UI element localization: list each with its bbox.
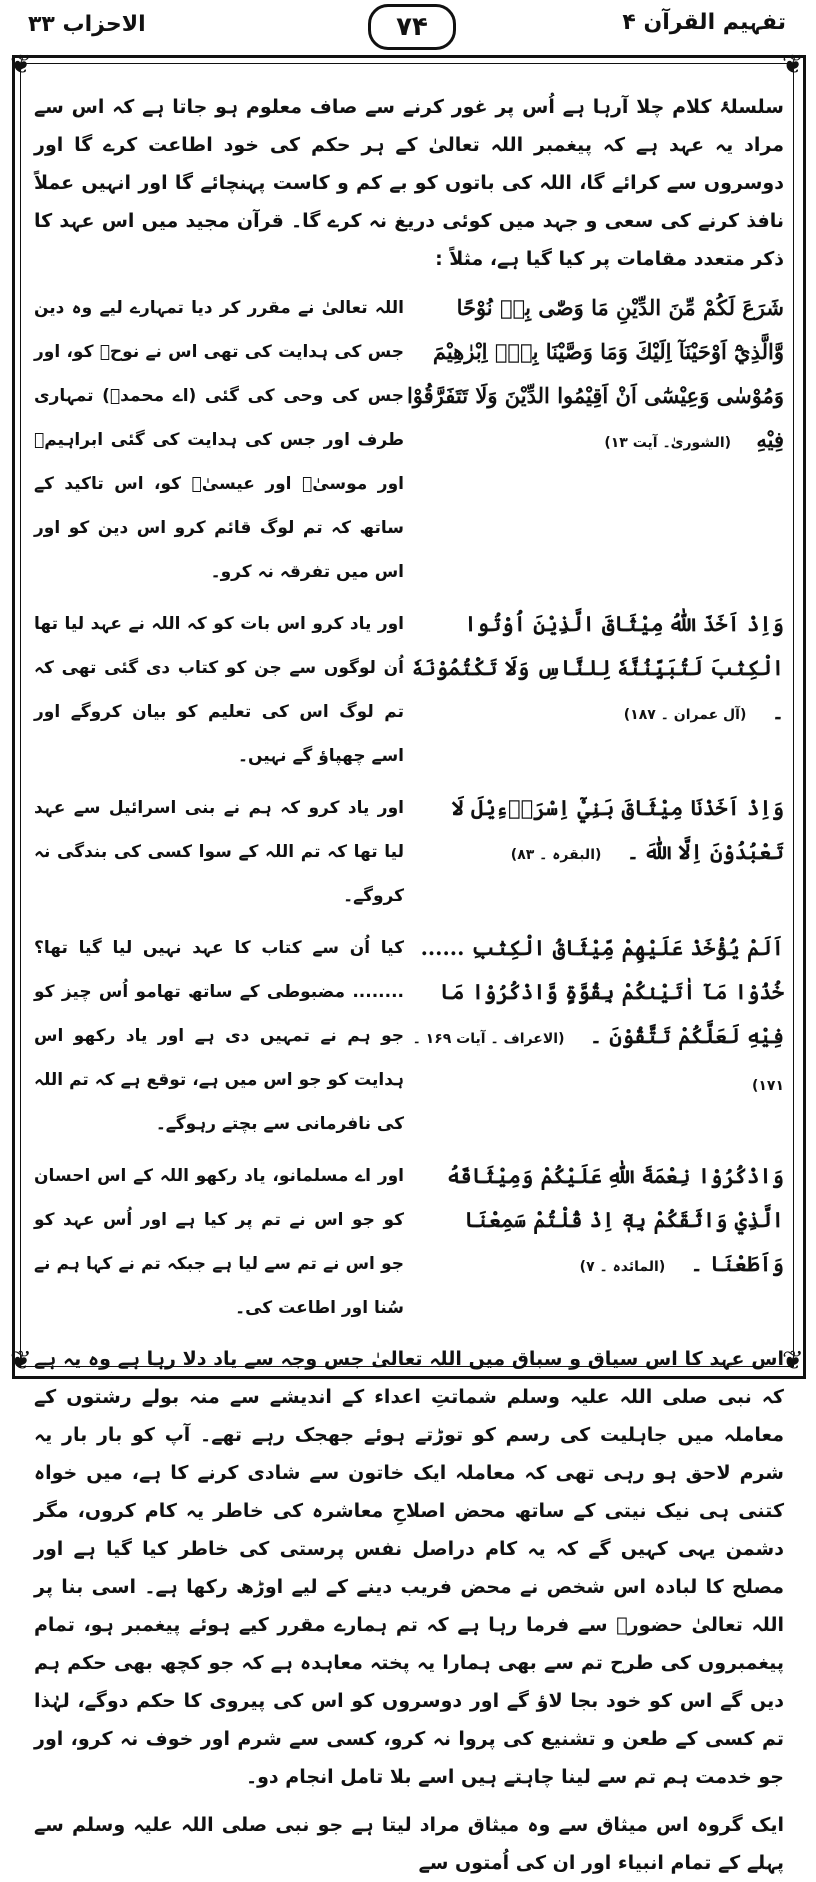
verse-row [34,286,784,594]
verse-reference: (المائدہ ۔ ۷) [579,1259,666,1275]
verse-row [34,786,784,918]
verse-row [34,1154,784,1330]
arabic-verse: شَرَعَ لَكُمْ مِّنَ الدِّيْنِ مَا وَصّٰى بِهٖ نُوْحًا وَّالَّذِيْٓ اَوْحَيْنَآ اِلَيْكَ وَمَا وَصَّيْنَا بِهٖٓ اِبْرٰهِيْمَ وَمُوْسٰى وَعِيْسٰٓى اَنْ اَقِيْمُوا الدِّيْنَ وَلَا تَتَفَرَّقُوْا فِيْهِ (الشوریٰ۔ آیت ۱۳) [406,295,784,452]
intro-paragraph: سلسلۂ کلام چلا آرہا ہے اُس پر غور کرنے سے صاف معلوم ہو جاتا ہے کہ اس سے مراد یہ عہد ہے کہ پیغمبر اللہ تعالیٰ کے ہر حکم کی خود اطاعت کرے گا اور دوسروں سے کرائے گا، اللہ کی باتوں کو بے کم و کاست پہنچائے گا اور انہیں عملاً نافذ کرنے کی سعی و جہد میں کوئی دریغ نہ کرے گا۔ قرآن مجید میں اس عہد کا ذکر متعدد مقامات پر کیا گیا ہے، مثلاً : [34,96,784,270]
corner-ornament-icon: ❦ [10,1346,32,1376]
urdu-translation: اور یاد کرو اس بات کو کہ اللہ نے عہد لیا تھا اُن لوگوں سے جن کو کتاب دی گئی تھی کہ تم لوگ اس کی تعلیم کو بیان کروگے اور اسے چھپاؤ گے نہیں۔ [34,614,404,766]
closing-paragraph: ایک گروہ اس میثاق سے وہ میثاق مراد لیتا ہے جو نبی صلی اللہ علیہ وسلم سے پہلے کے تمام انبیاء اور ان کی اُمتوں سے [34,1814,784,1874]
verse-reference: (آل عمران ۔ ۱۸۷) [623,707,747,723]
corner-ornament-icon: ❦ [782,50,804,80]
urdu-translation: کیا اُن سے کتاب کا عہد نہیں لیا گیا تھا؟ ........ مضبوطی کے ساتھ تھامو اُس چیز کو جو ہم نے تمہیں دی ہے اور یاد رکھو اس ہدایت کو جو اس میں ہے، توقع ہے کہ تم اللہ کی نافرمانی سے بچتے رہوگے۔ [34,938,404,1134]
corner-ornament-icon: ❦ [782,1346,804,1376]
verse-row [34,602,784,778]
surah-title: الاحزاب ۳۳ [28,12,146,37]
verse-reference: (الاعراف ۔ آیات ۱۶۹ ۔ ۱۷۱) [412,1031,784,1094]
page-number: ۷۴ [368,4,456,50]
arabic-verse: وَاِذْ اَخَذْنَا مِيْثَاقَ بَنِيْٓ اِسْرَاۗءِيْلَ لَا تَعْبُدُوْنَ اِلَّا اللّٰهَ ۔ (البقرہ ۔ ۸۳) [451,795,784,864]
urdu-translation: اللہ تعالیٰ نے مقرر کر دیا تمہارے لیے وہ دین جس کی ہدایت کی تھی اس نے نوحؑ کو، اور جس کی وحی کی گئی (اے محمدؐ) تمہاری طرف اور جس کی ہدایت کی گئی ابراہیمؑ اور موسیٰؑ اور عیسیٰؑ کو، اس تاکید کے ساتھ کہ تم لوگ قائم کرو اس دین کو اور اس میں تفرقہ نہ کرو۔ [34,298,404,582]
arabic-verse: اَلَمْ يُؤْخَذْ عَلَيْهِمْ مِّيْثَاقُ الْكِتٰبِ ...... خُذُوْا مَآ اٰتَيْنٰكُمْ بِقُوَّةٍ وَّاذْكُرُوْا مَا فِيْهِ لَعَلَّكُمْ تَتَّقُوْنَ ۔ (الاعراف ۔ آیات ۱۶۹ ۔ ۱۷۱) [412,935,784,1094]
body-paragraph: اس عہد کا اس سیاق و سباق میں اللہ تعالیٰ جس وجہ سے یاد دلا رہا ہے وہ یہ ہے کہ نبی صلی اللہ علیہ وسلم شماتتِ اعداء کے اندیشے سے منہ بولے رشتوں کے معاملہ میں جاہلیت کی رسم کو توڑتے ہوئے جھجک رہے تھے۔ آپ کو بار بار یہ شرم لاحق ہو رہی تھی کہ معاملہ ایک خاتون سے شادی کرنے کا ہے، میں خواہ کتنی ہی نیک نیتی کے ساتھ محض اصلاحِ معاشرہ کی خاطر یہ کام کروں، مگر دشمن یہی کہیں گے کہ یہ کام دراصل نفس پرستی کی خاطر کیا گیا ہے اور مصلح کا لبادہ اس شخص نے محض فریب دینے کے لیے اوڑھ رکھا ہے۔ اسی بنا پر اللہ تعالیٰ حضورؐ سے فرما رہا ہے کہ تم ہمارے مقرر کیے ہوئے پیغمبر ہو، تمام پیغمبروں کی طرح تم سے بھی ہمارا یہ پختہ معاہدہ ہے کہ جو کچھ بھی حکم ہم دیں گے اس کو خود بجا لاؤ گے اور دوسروں کو اس کی پیروی کا حکم دوگے، لہٰذا تم کسی کے طعن و تشنیع کی پروا نہ کرو، کسی سے شرم اور خوف نہ کرو، اور جو خدمت ہم تم سے لینا چاہتے ہیں اسے بلا تامل انجام دو۔ [34,1348,784,1788]
book-title: تفہیم القرآن ۴ [622,10,786,35]
page-content [34,88,784,1882]
page-header [0,0,816,52]
verse-row [34,926,784,1146]
verse-reference: (الشوریٰ۔ آیت ۱۳) [604,435,732,451]
arabic-verse: وَاذْكُرُوْا نِعْمَةَ اللّٰهِ عَلَيْكُمْ وَمِيْثَاقَهُ الَّذِيْ وَاثَقَكُمْ بِهٖٓ اِذْ قُلْتُمْ سَمِعْنَا وَاَطَعْنَا ۔ (المائدہ ۔ ۷) [447,1163,784,1276]
corner-ornament-icon: ❦ [10,50,32,80]
arabic-verse: وَاِذْ اَخَذَ اللّٰهُ مِيْثَاقَ الَّذِيْنَ اُوْتُوا الْكِتٰبَ لَتُبَيِّنُنَّهٗ لِلنَّاسِ وَلَا تَكْتُمُوْنَهٗ ۔ (آل عمران ۔ ۱۸۷) [412,611,784,724]
verse-reference: (البقرہ ۔ ۸۳) [510,847,602,863]
urdu-translation: اور یاد کرو کہ ہم نے بنی اسرائیل سے عہد لیا تھا کہ تم اللہ کے سوا کسی کی بندگی نہ کروگے۔ [34,798,404,906]
urdu-translation: اور اے مسلمانو، یاد رکھو اللہ کے اس احسان کو جو اس نے تم پر کیا ہے اور اُس عہد کو جو اس نے تم سے لیا ہے جبکہ تم نے کہا ہم نے سُنا اور اطاعت کی۔ [34,1166,404,1318]
